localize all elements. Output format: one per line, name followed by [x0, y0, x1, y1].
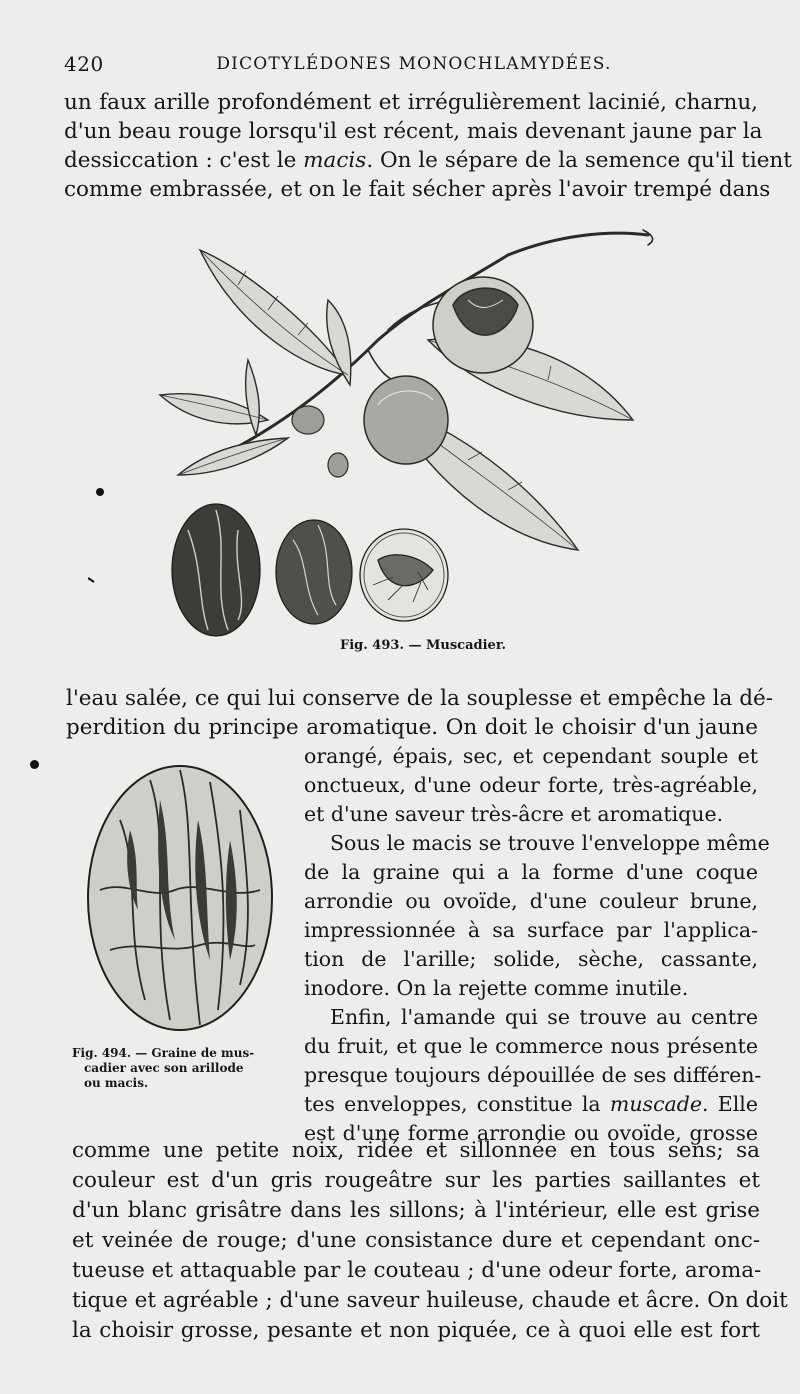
text-line: onctueux, d'une odeur forte, très-agréable,: [304, 773, 758, 797]
figure-494-caption: [72, 1046, 287, 1091]
figure-493-nutmeg-branch: [88, 210, 688, 650]
caption-line: Fig. 494. — Graine de mus-: [72, 1046, 255, 1060]
text-line: Sous le macis se trouve l'enveloppe même: [330, 831, 770, 855]
text-line: tueuse et attaquable par le couteau ; d'une odeur forte, aroma-: [72, 1258, 762, 1283]
muscade-term: muscade: [609, 1092, 703, 1116]
text-line: presque toujours dépouillée de ses différen-: [304, 1063, 762, 1087]
text-line: couleur est d'un gris rougeâtre sur les parties saillantes et: [72, 1168, 760, 1193]
text-line: comme une petite noix, ridée et sillonnée en tous sens; sa: [72, 1138, 760, 1163]
caption-line: ou macis.: [84, 1076, 149, 1090]
text-line: inodore. On la rejette comme inutile.: [304, 976, 689, 1000]
top-paragraph: [64, 88, 792, 204]
text-line: de la graine qui a la forme d'une coque: [304, 860, 758, 884]
text-line: impressionnée à sa surface par l'applica-: [304, 918, 758, 942]
nutmeg-branch-illustration: [88, 210, 688, 650]
running-header: [64, 52, 764, 76]
right-column-paragraph: [304, 742, 770, 1148]
text-line: tique et agréable ; d'une saveur huileuse, chaude et âcre. On doit: [72, 1288, 788, 1313]
text-line: l'eau salée, ce qui lui conserve de la souplesse et empêche la dé-: [66, 686, 773, 711]
text-line: du fruit, et que le commerce nous présente: [304, 1034, 758, 1058]
text-line: et veinée de rouge; d'une consistance dure et cependant onc-: [72, 1228, 760, 1253]
text-line: et d'une saveur très-âcre et aromatique.: [304, 802, 724, 826]
text-line: tes enveloppes, constitue la muscade. Elle: [304, 1092, 758, 1116]
text-line: tion de l'arille; solide, sèche, cassante,: [304, 947, 758, 971]
running-title: DICOTYLÉDONES MONOCHLAMYDÉES.: [216, 54, 612, 74]
text-line: arrondie ou ovoïde, d'une couleur brune,: [304, 889, 758, 913]
page-number: 420: [64, 52, 104, 76]
text-line: perdition du principe aromatique. On doit le choisir d'un jaune: [66, 715, 758, 740]
text-line: comme embrassée, et on le fait sécher après l'avoir trempé dans: [64, 177, 771, 202]
macis-term: macis: [303, 148, 367, 173]
nutmeg-seed-illustration: [80, 760, 280, 1036]
text-line: dessiccation : c'est le macis. On le sépare de la semence qu'il tient: [64, 148, 792, 173]
text-line: la choisir grosse, pesante et non piquée, ce à quoi elle est fort: [72, 1318, 760, 1343]
ink-speck: [30, 760, 39, 769]
text-line: Enfin, l'amande qui se trouve au centre: [330, 1005, 758, 1029]
figure-493-caption: Fig. 493. — Muscadier.: [340, 638, 507, 653]
middle-paragraph: [66, 684, 773, 742]
text-line: d'un beau rouge lorsqu'il est récent, mais devenant jaune par la: [64, 119, 763, 144]
text-line: est d'une forme arrondie ou ovoïde, grosse: [304, 1121, 758, 1145]
figure-494-nutmeg-seed: [80, 760, 280, 1036]
text-line: d'un blanc grisâtre dans les sillons; à l'intérieur, elle est grise: [72, 1198, 760, 1223]
text-line: orangé, épais, sec, et cependant souple et: [304, 744, 758, 768]
caption-line: cadier avec son arillode: [84, 1061, 244, 1075]
text-line: un faux arille profondément et irrégulièrement lacinié, charnu,: [64, 90, 758, 115]
bottom-paragraph: [72, 1136, 788, 1346]
